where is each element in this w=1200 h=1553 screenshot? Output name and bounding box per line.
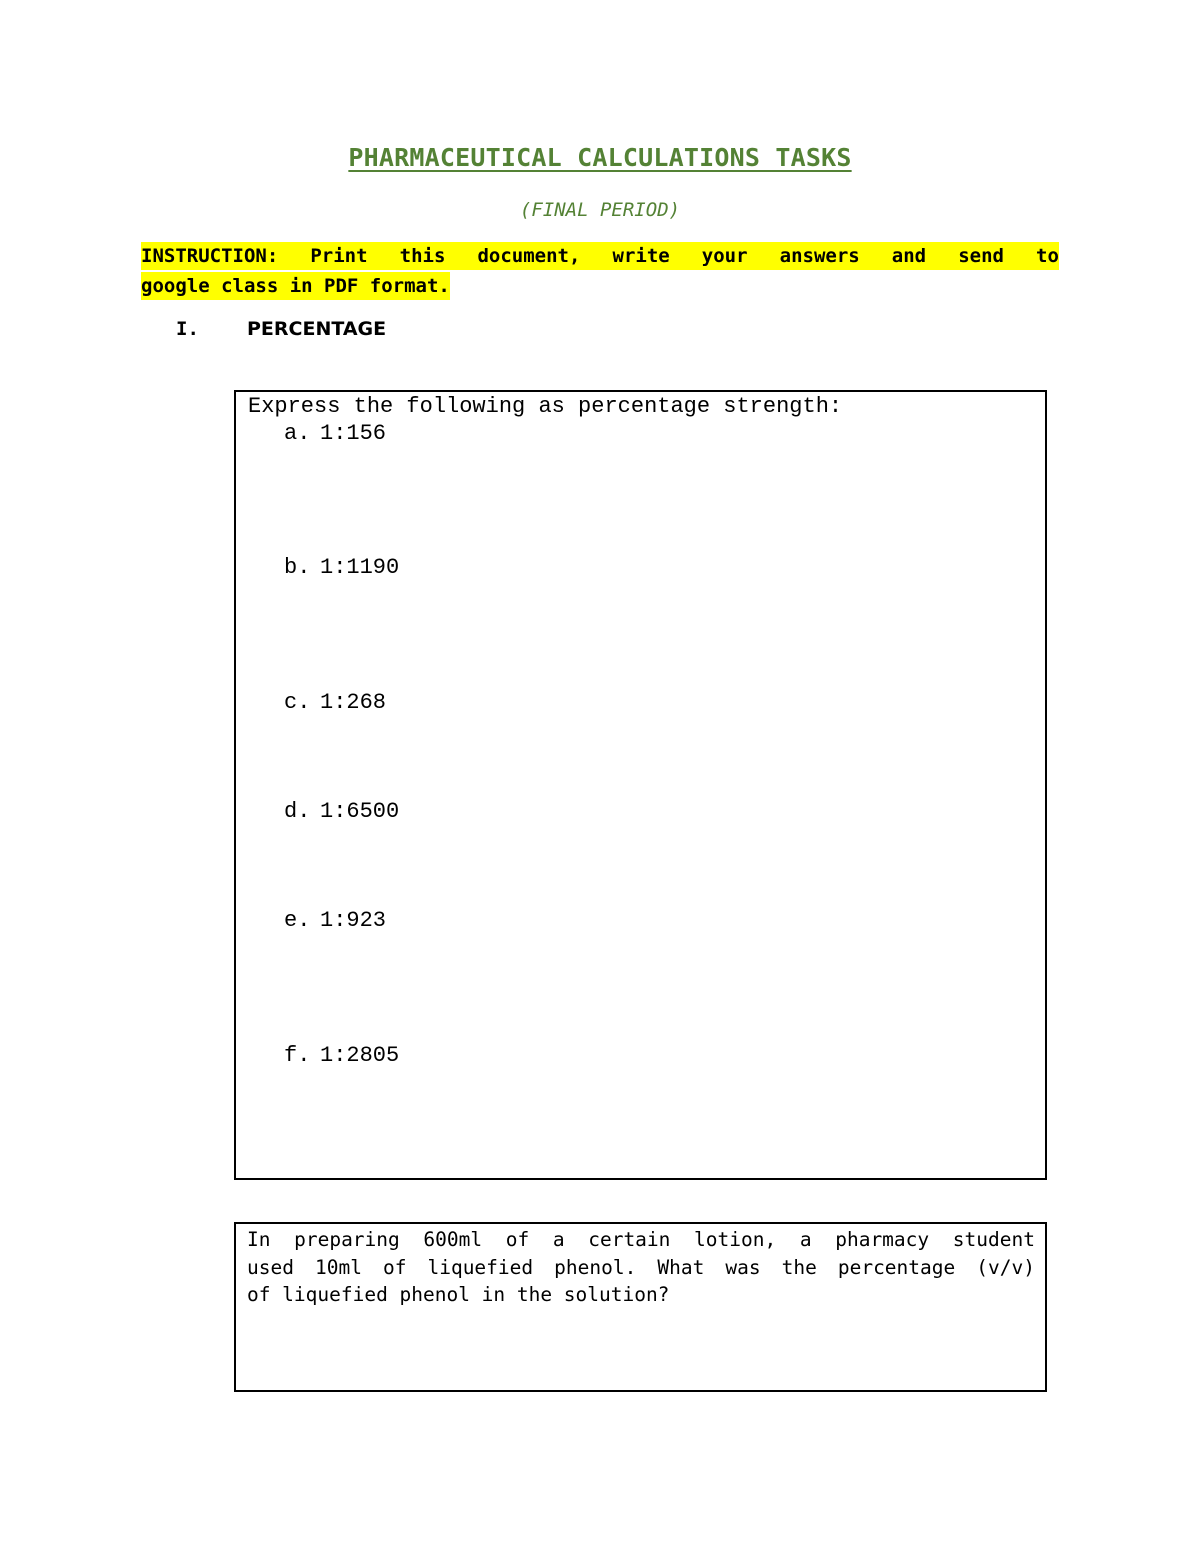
- question-2-word: of: [247, 1283, 271, 1306]
- item-value: 1:156: [320, 421, 387, 446]
- instruction-line-2: google class in PDF format.: [141, 272, 450, 300]
- question-2-word: used: [247, 1255, 294, 1279]
- question-2-word: What: [657, 1255, 705, 1279]
- question-2-word: a: [552, 1228, 565, 1251]
- section-number: I.: [176, 318, 199, 340]
- instruction-word: send: [958, 245, 1004, 267]
- question-2-word: preparing: [294, 1228, 400, 1251]
- item-value: 1:6500: [320, 799, 400, 824]
- question-2-line: [247, 1254, 1035, 1282]
- question-2-word: phenol: [399, 1283, 470, 1306]
- item-label: f.: [284, 1043, 311, 1068]
- question-2-word: percentage: [837, 1255, 956, 1279]
- instruction-block: [141, 242, 1059, 301]
- question-2-word: 600ml: [423, 1228, 483, 1251]
- page-subtitle: (FINAL PERIOD): [519, 199, 681, 221]
- instruction-word: INSTRUCTION:: [141, 245, 279, 267]
- question-2-word: pharmacy: [835, 1228, 930, 1251]
- item-value: 1:923: [320, 908, 387, 933]
- question-2-word: a: [799, 1228, 812, 1251]
- instruction-word: write: [612, 245, 670, 267]
- question-2-word: liquefied: [427, 1255, 534, 1279]
- question-1-item: [284, 1043, 399, 1068]
- question-2-word: (v/v): [976, 1255, 1035, 1279]
- question-1-item: [284, 555, 399, 580]
- item-value: 1:268: [320, 690, 387, 715]
- instruction-line-1: [141, 242, 1059, 270]
- question-2-word: of: [505, 1228, 530, 1251]
- question-2-word: phenol.: [554, 1255, 637, 1279]
- question-2-line: [247, 1226, 1035, 1254]
- item-value: 1:1190: [320, 555, 400, 580]
- section-heading: [176, 318, 386, 340]
- instruction-word: this: [399, 245, 446, 267]
- question-2-word: certain: [588, 1228, 671, 1251]
- question-2-line: [247, 1281, 1035, 1309]
- question-1-box: [234, 390, 1047, 1180]
- question-1-item: [284, 908, 386, 933]
- instruction-word: Print: [310, 245, 368, 267]
- item-label: d.: [284, 799, 311, 824]
- question-2-word: liquefied: [282, 1283, 388, 1306]
- page-title: PHARMACEUTICAL CALCULATIONS TASKS: [348, 143, 852, 172]
- question-2-word: lotion,: [694, 1228, 777, 1251]
- item-label: a.: [284, 421, 311, 446]
- question-2-box: [234, 1222, 1047, 1392]
- item-value: 1:2805: [320, 1043, 400, 1068]
- question-2-word: In: [247, 1228, 271, 1251]
- question-2-word: of: [382, 1255, 407, 1279]
- question-1-item: [284, 421, 386, 446]
- question-1-item: [284, 690, 386, 715]
- instruction-word: and: [891, 245, 927, 267]
- item-label: e.: [284, 908, 311, 933]
- question-2-word: student: [952, 1228, 1035, 1251]
- item-label: c.: [284, 690, 311, 715]
- question-1-prompt: Express the following as percentage strength:: [248, 394, 843, 419]
- question-2-word: in: [481, 1283, 506, 1306]
- instruction-word: to: [1036, 245, 1059, 267]
- instruction-word: document,: [477, 245, 581, 267]
- question-2-text: [247, 1226, 1035, 1309]
- instruction-word: your: [701, 245, 748, 267]
- question-2-word: was: [725, 1255, 761, 1279]
- question-2-word: the: [516, 1283, 553, 1306]
- question-1-item: [284, 799, 399, 824]
- instruction-word: answers: [779, 245, 860, 267]
- section-title: PERCENTAGE: [247, 318, 387, 340]
- item-label: b.: [284, 555, 311, 580]
- question-2-word: 10ml: [314, 1255, 362, 1279]
- question-2-word: solution?: [563, 1283, 670, 1306]
- question-2-word: the: [781, 1255, 817, 1279]
